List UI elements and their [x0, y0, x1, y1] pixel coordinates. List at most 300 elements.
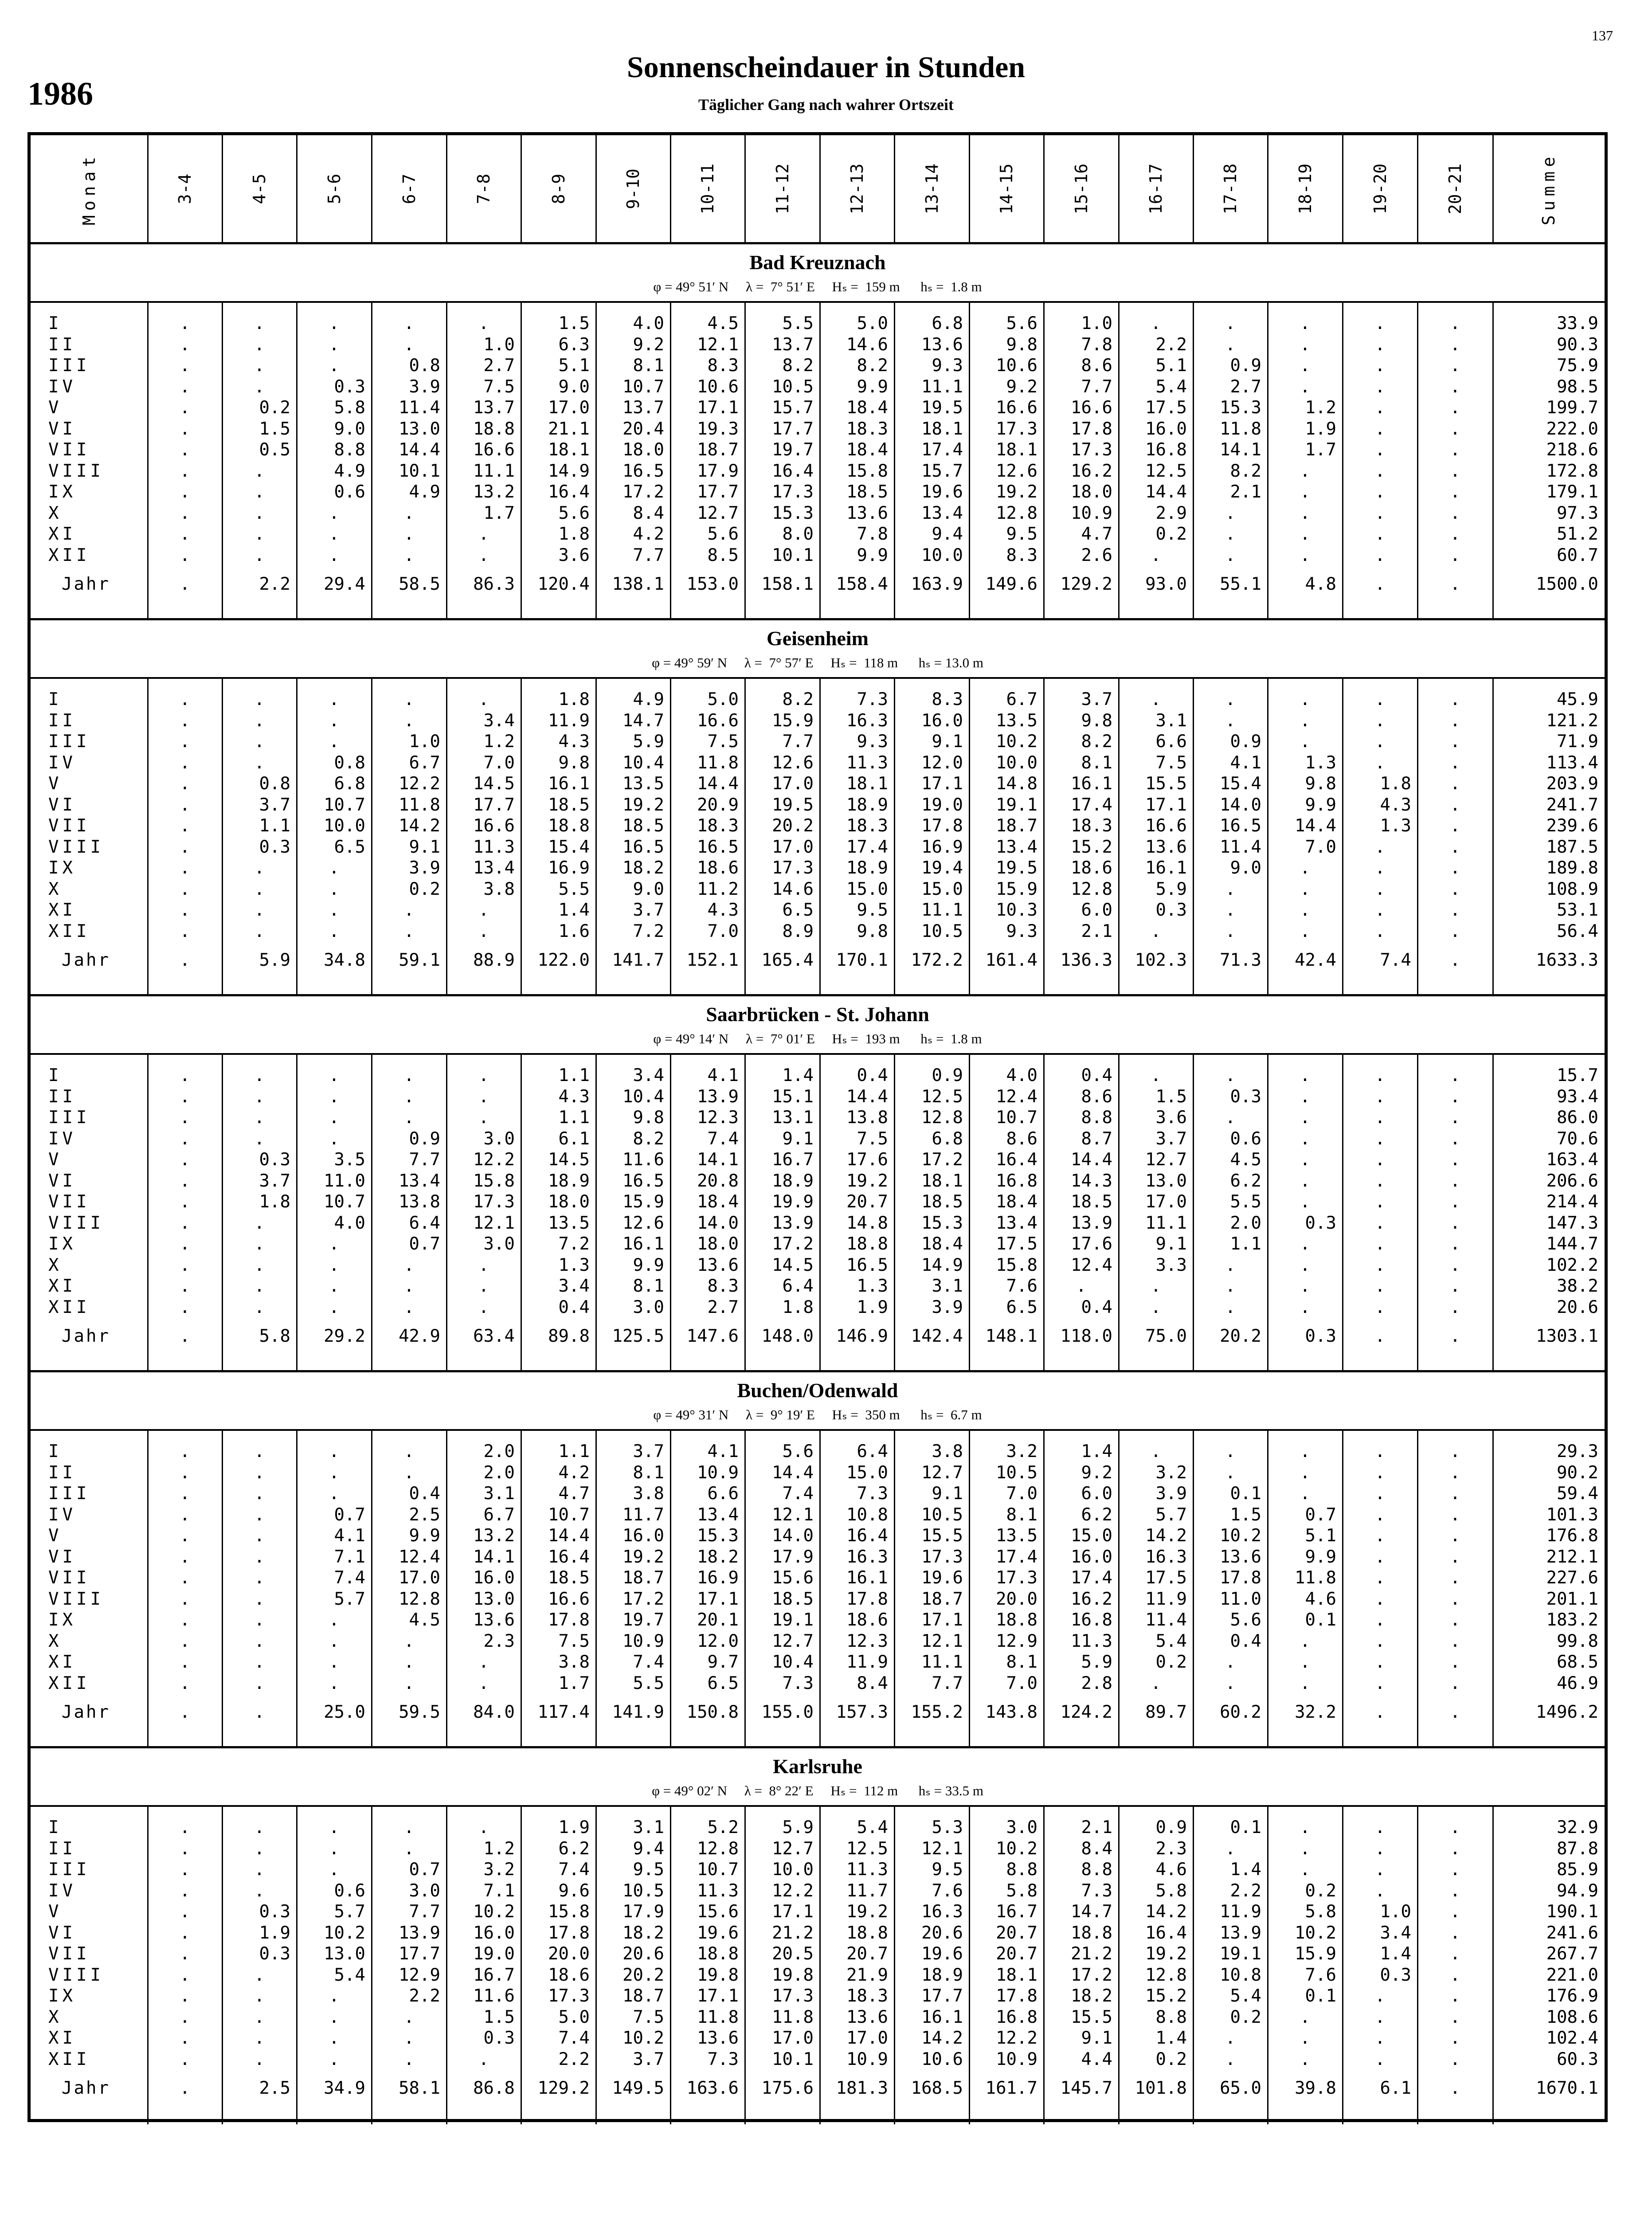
- value-cell: .: [1300, 482, 1311, 502]
- value-cell: 0.4: [1081, 1297, 1112, 1317]
- value-cell: .: [1076, 1276, 1087, 1296]
- value-cell: 16.4: [996, 1150, 1037, 1170]
- value-cell: .: [403, 1817, 415, 1837]
- column-divider: [1342, 135, 1343, 244]
- value-cell: 10.9: [697, 1462, 739, 1483]
- sum-cell: 32.9: [1557, 1817, 1598, 1837]
- value-cell: 58.5: [399, 574, 440, 594]
- value-cell: 6.6: [707, 1484, 739, 1504]
- station-name: Geisenheim: [767, 627, 869, 650]
- value-cell: 16.0: [473, 1568, 515, 1588]
- value-cell: 32.2: [1295, 1702, 1336, 1722]
- value-cell: .: [254, 900, 265, 920]
- value-cell: 1.0: [409, 732, 440, 752]
- month-label: IX: [48, 1610, 76, 1630]
- value-cell: 13.7: [473, 398, 515, 418]
- value-cell: .: [1300, 1108, 1311, 1128]
- value-cell: .: [180, 1462, 190, 1483]
- sum-cell: 29.3: [1557, 1441, 1598, 1461]
- value-cell: 5.9: [259, 950, 290, 970]
- value-cell: 16.0: [622, 1526, 664, 1546]
- month-row: [31, 1963, 1605, 1985]
- value-cell: 19.2: [622, 1547, 664, 1567]
- value-cell: .: [180, 1255, 190, 1275]
- value-cell: 17.7: [473, 795, 515, 815]
- value-cell: 1.0: [1081, 313, 1112, 333]
- month-label: XI: [48, 2028, 76, 2048]
- value-cell: 17.0: [772, 2028, 814, 2048]
- value-cell: 17.8: [996, 1986, 1037, 2006]
- value-cell: .: [254, 1108, 265, 1128]
- value-cell: .: [403, 710, 415, 731]
- value-cell: 3.0: [483, 1234, 515, 1254]
- value-cell: 11.3: [697, 1880, 739, 1901]
- column-divider: [1043, 135, 1045, 244]
- value-cell: .: [1225, 1065, 1236, 1085]
- value-cell: .: [1374, 440, 1386, 460]
- value-cell: 6.1: [558, 1128, 590, 1149]
- value-cell: .: [1450, 1213, 1460, 1233]
- value-cell: 7.3: [857, 1484, 888, 1504]
- value-cell: .: [254, 1234, 265, 1254]
- value-cell: 0.3: [334, 376, 365, 397]
- month-row: [31, 1064, 1605, 1085]
- value-cell: 16.8: [996, 2007, 1037, 2027]
- month-label: VI: [48, 1171, 76, 1191]
- value-cell: 17.2: [622, 482, 664, 502]
- value-cell: 2.0: [483, 1462, 515, 1483]
- sum-cell: 121.2: [1546, 710, 1598, 731]
- sum-cell: 59.4: [1557, 1484, 1598, 1504]
- value-cell: .: [1450, 1986, 1460, 2006]
- month-row: [31, 459, 1605, 481]
- value-cell: 17.2: [1071, 1965, 1112, 1985]
- value-cell: 13.6: [846, 503, 888, 523]
- month-row: [31, 793, 1605, 815]
- value-cell: .: [254, 1297, 265, 1317]
- sum-cell: 70.6: [1557, 1128, 1598, 1149]
- value-cell: .: [1450, 837, 1460, 857]
- value-cell: 11.1: [921, 900, 963, 920]
- header-hour-10-11: [670, 135, 745, 242]
- value-cell: 21.1: [548, 419, 590, 439]
- value-cell: 13.9: [697, 1086, 739, 1107]
- month-row: [31, 1650, 1605, 1672]
- header-hour-20-21: [1417, 135, 1493, 242]
- value-cell: 4.7: [1081, 524, 1112, 544]
- value-cell: 6.4: [409, 1213, 440, 1233]
- value-cell: 1.7: [483, 503, 515, 523]
- value-cell: .: [1374, 900, 1386, 920]
- value-cell: 5.4: [1155, 376, 1187, 397]
- value-cell: .: [1300, 356, 1311, 376]
- value-cell: 0.9: [1155, 1817, 1187, 1837]
- value-cell: 4.3: [558, 732, 590, 752]
- value-cell: 7.6: [1305, 1965, 1336, 1985]
- value-cell: 18.8: [846, 1234, 888, 1254]
- value-cell: .: [1225, 2028, 1236, 2048]
- value-cell: 13.5: [996, 710, 1037, 731]
- value-cell: .: [180, 524, 190, 544]
- header-label: 14-15: [997, 163, 1016, 214]
- header-hour-11-12: [745, 135, 820, 242]
- value-cell: 19.1: [1220, 1944, 1261, 1964]
- value-cell: .: [254, 921, 265, 941]
- value-cell: 17.4: [921, 440, 963, 460]
- value-cell: 6.3: [558, 334, 590, 355]
- value-cell: .: [478, 1297, 489, 1317]
- month-row: [31, 1461, 1605, 1482]
- value-cell: 2.3: [483, 1631, 515, 1651]
- value-cell: 10.2: [996, 732, 1037, 752]
- value-cell: .: [403, 2049, 415, 2069]
- month-row: [31, 1127, 1605, 1148]
- value-cell: .: [254, 1631, 265, 1651]
- value-cell: .: [1450, 2007, 1460, 2027]
- month-row: [31, 1545, 1605, 1567]
- value-cell: .: [254, 1702, 265, 1722]
- value-cell: 17.3: [1071, 440, 1112, 460]
- jahr-label: Jahr: [62, 950, 110, 970]
- value-cell: 14.6: [772, 879, 814, 899]
- sum-cell: 241.6: [1546, 1923, 1598, 1943]
- value-cell: 158.1: [761, 574, 814, 594]
- value-cell: 19.6: [921, 482, 963, 502]
- value-cell: .: [1374, 1702, 1386, 1722]
- value-cell: .: [1450, 2078, 1460, 2098]
- value-cell: 9.6: [558, 1880, 590, 1901]
- value-cell: 0.3: [259, 1944, 290, 1964]
- value-cell: 18.1: [996, 440, 1037, 460]
- value-cell: 6.5: [334, 837, 365, 857]
- month-row: [31, 1106, 1605, 1127]
- value-cell: 155.0: [761, 1702, 814, 1722]
- month-row: [31, 2048, 1605, 2069]
- value-cell: 1.3: [857, 1276, 888, 1296]
- value-cell: 12.7: [772, 1631, 814, 1651]
- value-cell: 12.9: [399, 1965, 440, 1985]
- month-label: I: [48, 1441, 63, 1461]
- value-cell: 18.8: [846, 1923, 888, 1943]
- value-cell: 13.2: [473, 482, 515, 502]
- sum-cell: 239.6: [1546, 816, 1598, 836]
- value-cell: 16.1: [846, 1568, 888, 1588]
- value-cell: 0.3: [259, 1902, 290, 1922]
- sum-cell: 179.1: [1546, 482, 1598, 502]
- sum-cell: 86.0: [1557, 1108, 1598, 1128]
- value-cell: 13.8: [399, 1192, 440, 1212]
- value-cell: 12.1: [772, 1504, 814, 1525]
- value-cell: .: [1300, 1128, 1311, 1149]
- value-cell: 129.2: [1060, 574, 1112, 594]
- value-cell: .: [1450, 1192, 1460, 1212]
- sum-cell: 101.3: [1546, 1504, 1598, 1525]
- value-cell: .: [1374, 545, 1386, 565]
- value-cell: 3.7: [633, 900, 664, 920]
- value-cell: 15.1: [772, 1086, 814, 1107]
- sum-cell: 56.4: [1557, 921, 1598, 941]
- value-cell: .: [329, 1108, 340, 1128]
- value-cell: .: [1450, 1255, 1460, 1275]
- header-hour-15-16: [1044, 135, 1119, 242]
- value-cell: 60.2: [1220, 1702, 1261, 1722]
- value-cell: 6.8: [334, 774, 365, 794]
- value-cell: 0.5: [259, 440, 290, 460]
- value-cell: 8.3: [707, 1276, 739, 1296]
- value-cell: 4.9: [633, 689, 664, 709]
- value-cell: .: [1450, 482, 1460, 502]
- value-cell: .: [329, 1128, 340, 1149]
- value-cell: 13.7: [622, 398, 664, 418]
- month-row: [31, 1816, 1605, 1837]
- column-divider: [446, 135, 447, 244]
- value-cell: 6.2: [558, 1838, 590, 1859]
- value-cell: 4.6: [1305, 1589, 1336, 1609]
- value-cell: 17.8: [1071, 419, 1112, 439]
- column-divider: [894, 135, 895, 244]
- value-cell: 11.7: [846, 1880, 888, 1901]
- value-cell: 15.5: [921, 1526, 963, 1546]
- header-hour-4-5: [222, 135, 297, 242]
- month-row: [31, 1942, 1605, 1963]
- value-cell: 17.0: [772, 774, 814, 794]
- value-cell: .: [403, 2028, 415, 2048]
- value-cell: .: [1300, 524, 1311, 544]
- value-cell: .: [1374, 2007, 1386, 2027]
- value-cell: 6.6: [1155, 732, 1187, 752]
- value-cell: .: [254, 732, 265, 752]
- value-cell: .: [1450, 1462, 1460, 1483]
- value-cell: 7.4: [782, 1484, 814, 1504]
- value-cell: 2.2: [259, 574, 290, 594]
- value-cell: 58.1: [399, 2078, 440, 2098]
- value-cell: 15.8: [846, 461, 888, 481]
- value-cell: 8.3: [1006, 545, 1037, 565]
- value-cell: 175.6: [761, 2078, 814, 2098]
- value-cell: .: [329, 858, 340, 878]
- year-total-row: [31, 2076, 1605, 2098]
- sum-cell: 176.8: [1546, 1526, 1598, 1546]
- value-cell: .: [478, 1817, 489, 1837]
- month-label: VIII: [48, 461, 104, 481]
- value-cell: 1.5: [259, 419, 290, 439]
- value-cell: 10.7: [996, 1108, 1037, 1128]
- header-label: 20-21: [1445, 163, 1465, 214]
- value-cell: .: [1300, 689, 1311, 709]
- month-label: V: [48, 398, 63, 418]
- sum-cell: 38.2: [1557, 1276, 1598, 1296]
- value-cell: 17.8: [921, 816, 963, 836]
- value-cell: 7.0: [483, 752, 515, 773]
- value-cell: .: [1300, 1441, 1311, 1461]
- header-label: 4-5: [250, 173, 269, 204]
- value-cell: .: [1300, 1192, 1311, 1212]
- value-cell: .: [1450, 1234, 1460, 1254]
- value-cell: 18.8: [473, 419, 515, 439]
- value-cell: .: [180, 1192, 190, 1212]
- station-section: [31, 996, 1605, 1372]
- value-cell: 12.5: [921, 1086, 963, 1107]
- value-cell: 149.6: [985, 574, 1037, 594]
- value-cell: 0.6: [334, 482, 365, 502]
- value-cell: 9.0: [334, 419, 365, 439]
- value-cell: .: [1374, 710, 1386, 731]
- value-cell: 18.2: [697, 1547, 739, 1567]
- value-cell: 0.3: [1305, 1326, 1336, 1346]
- value-cell: 3.7: [633, 1441, 664, 1461]
- month-label: VIII: [48, 1589, 104, 1609]
- value-cell: 0.9: [1230, 732, 1261, 752]
- sum-cell: 144.7: [1546, 1234, 1598, 1254]
- value-cell: 14.3: [1071, 1171, 1112, 1191]
- value-cell: 18.3: [697, 816, 739, 836]
- value-cell: 18.5: [1071, 1192, 1112, 1212]
- value-cell: .: [180, 1234, 190, 1254]
- month-label: X: [48, 2007, 63, 2027]
- value-cell: 10.7: [324, 1192, 365, 1212]
- value-cell: .: [1374, 2049, 1386, 2069]
- value-cell: 16.0: [1145, 419, 1187, 439]
- value-cell: 17.4: [846, 837, 888, 857]
- value-cell: 19.6: [921, 1568, 963, 1588]
- value-cell: .: [403, 1255, 415, 1275]
- value-cell: 0.3: [1380, 1965, 1411, 1985]
- month-label: IV: [48, 376, 76, 397]
- value-cell: 18.4: [846, 398, 888, 418]
- value-cell: 18.5: [846, 482, 888, 502]
- value-cell: .: [254, 1568, 265, 1588]
- value-cell: 16.6: [473, 440, 515, 460]
- station-coordinates: φ = 49° 02′ N λ = 8° 22′ E Hₛ = 112 m hₛ = 33.5 m: [652, 1783, 983, 1798]
- value-cell: 9.4: [633, 1838, 664, 1859]
- value-cell: 3.8: [633, 1484, 664, 1504]
- month-label: III: [48, 732, 90, 752]
- value-cell: .: [1374, 1986, 1386, 2006]
- value-cell: 5.8: [334, 398, 365, 418]
- month-label: II: [48, 334, 76, 355]
- month-row: [31, 417, 1605, 439]
- header-label: 12-13: [847, 163, 867, 214]
- value-cell: .: [329, 732, 340, 752]
- value-cell: 14.4: [1145, 482, 1187, 502]
- month-row: [31, 688, 1605, 709]
- value-cell: 10.9: [1071, 503, 1112, 523]
- value-cell: 17.7: [921, 1986, 963, 2006]
- value-cell: .: [1225, 689, 1236, 709]
- value-cell: 13.4: [921, 503, 963, 523]
- value-cell: 9.9: [1305, 1547, 1336, 1567]
- value-cell: 16.2: [1071, 461, 1112, 481]
- value-cell: 12.6: [996, 461, 1037, 481]
- value-cell: 3.2: [1006, 1441, 1037, 1461]
- value-cell: 16.5: [1220, 816, 1261, 836]
- value-cell: .: [180, 1902, 190, 1922]
- value-cell: .: [1450, 1923, 1460, 1943]
- sum-cell: 87.8: [1557, 1838, 1598, 1859]
- value-cell: 0.9: [1230, 356, 1261, 376]
- value-cell: .: [180, 1484, 190, 1504]
- value-cell: .: [180, 879, 190, 899]
- value-cell: 4.9: [409, 482, 440, 502]
- value-cell: 12.1: [697, 334, 739, 355]
- header-label: 3-4: [175, 173, 195, 204]
- value-cell: .: [1374, 1673, 1386, 1693]
- value-cell: 3.9: [409, 376, 440, 397]
- value-cell: 8.1: [1006, 1652, 1037, 1672]
- value-cell: 16.4: [846, 1526, 888, 1546]
- value-cell: 0.4: [409, 1484, 440, 1504]
- month-row: [31, 1296, 1605, 1317]
- value-cell: 1.8: [558, 524, 590, 544]
- value-cell: 12.9: [996, 1631, 1037, 1651]
- value-cell: 18.9: [921, 1965, 963, 1985]
- value-cell: 18.3: [846, 419, 888, 439]
- value-cell: 6.1: [1380, 2078, 1411, 2098]
- month-row: [31, 438, 1605, 459]
- value-cell: 1.5: [1230, 1504, 1261, 1525]
- value-cell: 14.2: [921, 2028, 963, 2048]
- value-cell: 16.0: [473, 1923, 515, 1943]
- value-cell: .: [1225, 545, 1236, 565]
- value-cell: 89.8: [548, 1326, 590, 1346]
- month-label: VII: [48, 816, 90, 836]
- value-cell: 12.2: [473, 1150, 515, 1170]
- month-label: II: [48, 1086, 76, 1107]
- value-cell: 10.7: [548, 1504, 590, 1525]
- month-label: IX: [48, 858, 76, 878]
- value-cell: 10.4: [622, 1086, 664, 1107]
- value-cell: 3.1: [633, 1817, 664, 1837]
- sum-cell: 85.9: [1557, 1860, 1598, 1880]
- value-cell: 17.1: [697, 1589, 739, 1609]
- value-cell: 143.8: [985, 1702, 1037, 1722]
- value-cell: 16.4: [548, 482, 590, 502]
- month-row: [31, 501, 1605, 523]
- value-cell: .: [329, 1441, 340, 1461]
- value-cell: 20.5: [772, 1944, 814, 1964]
- header-label: 6-7: [399, 173, 419, 204]
- value-cell: .: [254, 1965, 265, 1985]
- value-cell: .: [180, 1965, 190, 1985]
- month-row: [31, 772, 1605, 793]
- value-cell: 3.7: [1081, 689, 1112, 709]
- value-cell: .: [1300, 1276, 1311, 1296]
- value-cell: .: [478, 1276, 489, 1296]
- value-cell: 13.5: [548, 1213, 590, 1233]
- value-cell: .: [1374, 356, 1386, 376]
- value-cell: 15.0: [846, 1462, 888, 1483]
- value-cell: .: [1374, 1326, 1386, 1346]
- sum-cell: 199.7: [1546, 398, 1598, 418]
- value-cell: 11.4: [1145, 1610, 1187, 1630]
- value-cell: .: [1450, 752, 1460, 773]
- value-cell: .: [180, 774, 190, 794]
- value-cell: 21.9: [846, 1965, 888, 1985]
- value-cell: 4.3: [1380, 795, 1411, 815]
- value-cell: .: [180, 1673, 190, 1693]
- value-cell: 0.3: [259, 1150, 290, 1170]
- value-cell: 157.3: [836, 1702, 888, 1722]
- value-cell: 6.2: [1230, 1171, 1261, 1191]
- value-cell: 17.8: [548, 1923, 590, 1943]
- column-divider: [222, 135, 223, 244]
- month-row: [31, 898, 1605, 920]
- value-cell: .: [180, 545, 190, 565]
- value-cell: 15.4: [548, 837, 590, 857]
- value-cell: .: [329, 921, 340, 941]
- value-cell: 0.4: [1081, 1065, 1112, 1085]
- value-cell: 7.7: [1081, 376, 1112, 397]
